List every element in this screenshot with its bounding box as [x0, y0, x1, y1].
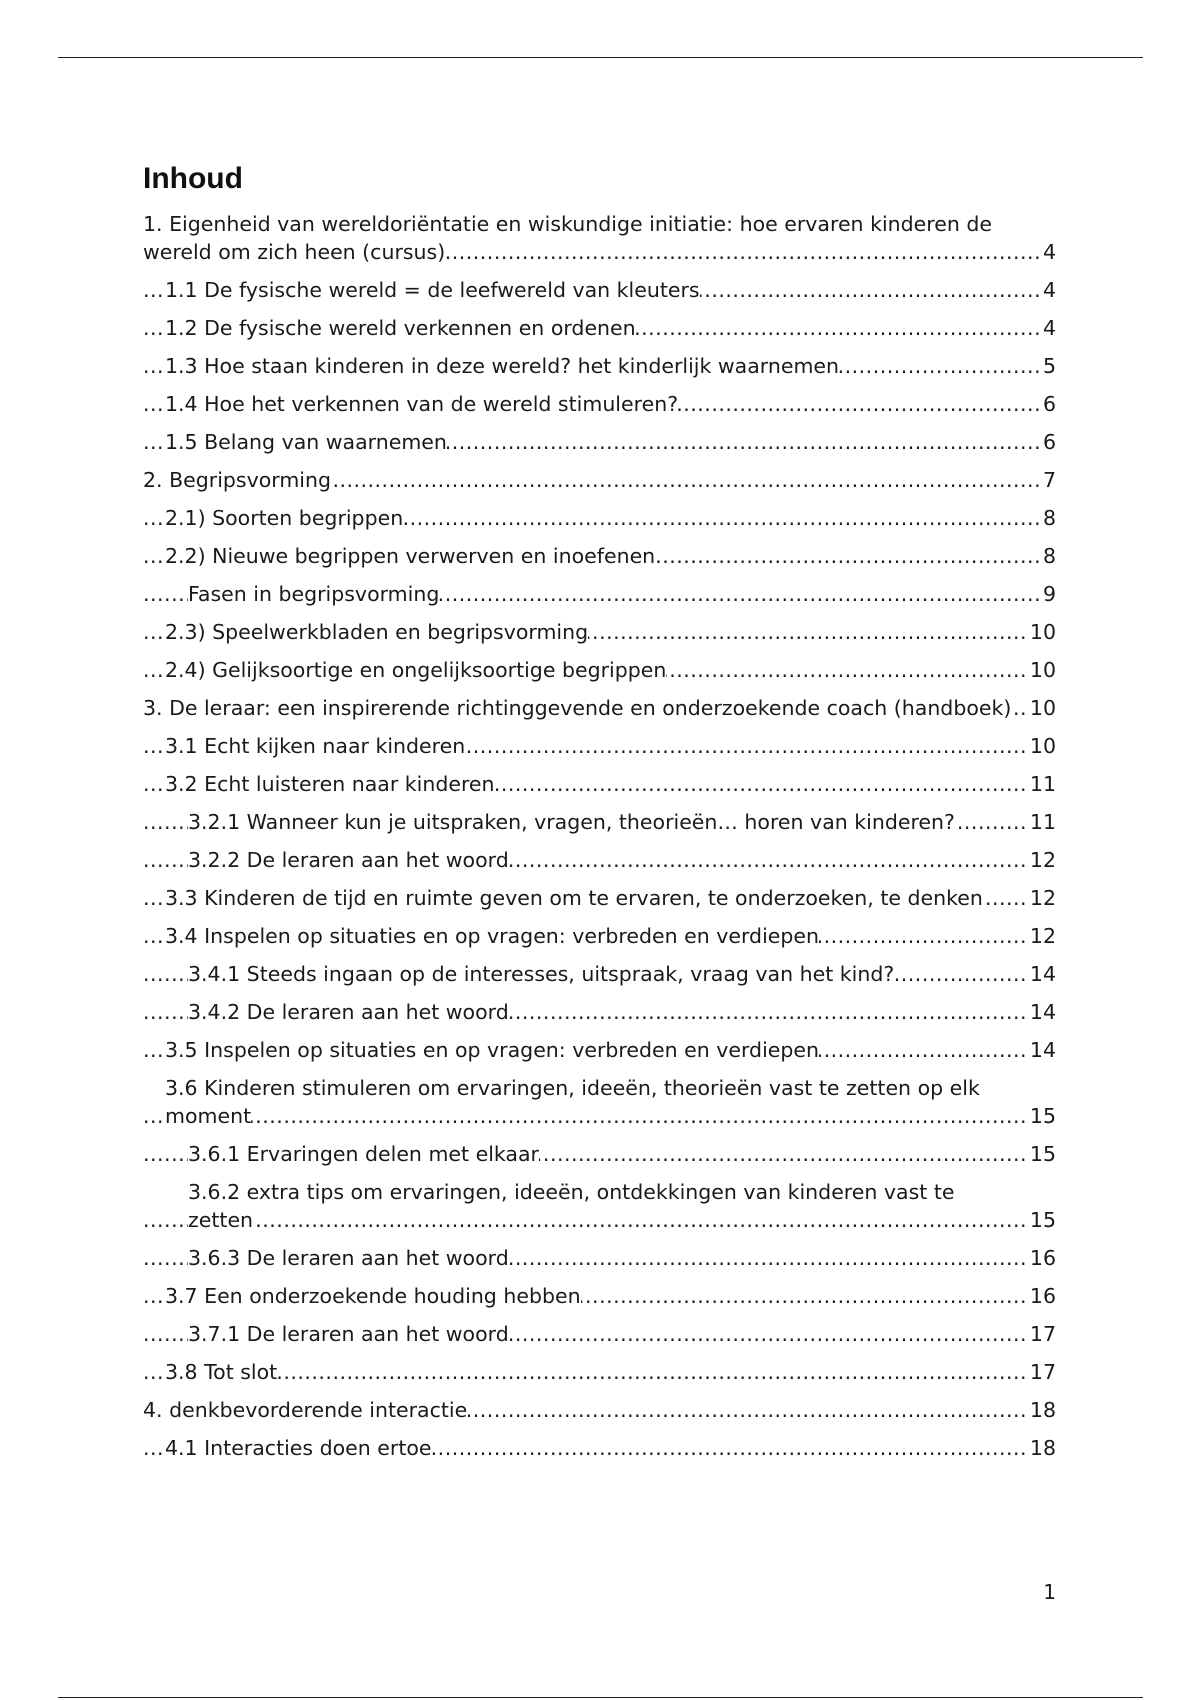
toc-entry-text: 3.8 Tot slot	[165, 1360, 278, 1384]
toc-entry-text: 3.6.1 Ervaringen delen met elkaar	[188, 1142, 539, 1166]
toc-entry-page-number: 14	[1029, 1000, 1056, 1024]
toc-entry[interactable]	[143, 1074, 1056, 1130]
toc-entry-page-number: 17	[1029, 1360, 1056, 1384]
toc-entry-text: 3.1 Echt kijken naar kinderen	[165, 734, 466, 758]
toc-entry-page-number: 12	[1029, 886, 1056, 910]
toc-entry[interactable]	[143, 1244, 1056, 1272]
toc-entry[interactable]	[143, 1396, 1056, 1424]
toc-entry-text: 1.4 Hoe het verkennen van de wereld stimuleren?	[165, 392, 679, 416]
toc-entry-text: 3.4 Inspelen op situaties en op vragen: verbreden en verdiepen	[165, 924, 819, 948]
toc-entry-page-number: 9	[1042, 582, 1056, 606]
toc-entry-text: 1.2 De fysische wereld verkennen en ordenen	[165, 316, 636, 340]
toc-entry-page-number: 16	[1029, 1246, 1056, 1270]
toc-entry-page-number: 4	[1042, 316, 1056, 340]
toc-entry-page-number: 6	[1042, 392, 1056, 416]
toc-entry-text: 3.7 Een onderzoekende houding hebben	[165, 1284, 581, 1308]
toc-entry-page-number: 4	[1042, 278, 1056, 302]
toc-entry-text: 3.5 Inspelen op situaties en op vragen: verbreden en verdiepen	[165, 1038, 819, 1062]
toc-entry-page-number: 12	[1029, 924, 1056, 948]
toc-entry-page-number: 10	[1029, 658, 1056, 682]
toc-entry-text: 2.1) Soorten begrippen	[165, 506, 404, 530]
toc-entry-text: 3.3 Kinderen de tijd en ruimte geven om te ervaren, te onderzoeken, te denken	[165, 886, 983, 910]
toc-entry[interactable]	[143, 618, 1056, 646]
toc-entry[interactable]	[143, 1320, 1056, 1348]
toc-entry[interactable]	[143, 998, 1056, 1026]
toc-entry[interactable]	[143, 466, 1056, 494]
toc-entry-page-number: 4	[1042, 240, 1056, 264]
toc-entry-text: 3.4.1 Steeds ingaan op de interesses, uitspraak, vraag van het kind?	[188, 962, 895, 986]
toc-entry-page-number: 18	[1029, 1436, 1056, 1460]
toc-entry[interactable]	[143, 314, 1056, 342]
toc-entry[interactable]	[143, 428, 1056, 456]
toc-entry-page-number: 15	[1029, 1104, 1056, 1128]
toc-entry[interactable]	[143, 276, 1056, 304]
toc-entry[interactable]	[143, 1434, 1056, 1462]
toc-entry[interactable]	[143, 694, 1056, 722]
toc-entry[interactable]	[143, 770, 1056, 798]
toc-entry[interactable]	[143, 656, 1056, 684]
toc-entry[interactable]	[143, 884, 1056, 912]
toc-entry-text: 1.5 Belang van waarnemen	[165, 430, 447, 454]
toc-entry-text: 2.2) Nieuwe begrippen verwerven en inoefenen	[165, 544, 656, 568]
header-rule	[58, 57, 1143, 58]
toc-entry[interactable]	[143, 1036, 1056, 1064]
toc-entry-page-number: 12	[1029, 848, 1056, 872]
toc-entry-text: 3.2.1 Wanneer kun je uitspraken, vragen, theorieën… horen van kinderen?	[188, 810, 955, 834]
toc-entry[interactable]	[143, 1282, 1056, 1310]
toc-entry-page-number: 7	[1042, 468, 1056, 492]
toc-entry[interactable]	[143, 846, 1056, 874]
toc-entry-page-number: 6	[1042, 430, 1056, 454]
toc-entry-page-number: 11	[1029, 772, 1056, 796]
toc-title: Inhoud	[143, 162, 243, 195]
toc-entry-text: 3. De leraar: een inspirerende richtinggevende en onderzoekende coach (handboek)	[143, 696, 1012, 720]
toc-entry-text: 2.4) Gelijksoortige en ongelijksoortige begrippen	[165, 658, 667, 682]
toc-entry-text: 1. Eigenheid van wereldoriëntatie en wiskundige initiatie: hoe ervaren kinderen de wereld om zich heen (cursus)	[143, 212, 992, 264]
toc-entry-text: 1.3 Hoe staan kinderen in deze wereld? het kinderlijk waarnemen	[165, 354, 840, 378]
toc-entry-text: 4. denkbevorderende interactie	[143, 1398, 468, 1422]
toc-entry-text: 3.6.3 De leraren aan het woord	[188, 1246, 509, 1270]
toc-entry[interactable]	[143, 1140, 1056, 1168]
toc-entry-page-number: 15	[1029, 1208, 1056, 1232]
toc-entry[interactable]	[143, 808, 1056, 836]
table-of-contents	[143, 162, 1056, 1472]
toc-entry[interactable]	[143, 390, 1056, 418]
toc-entry-text: 3.2.2 De leraren aan het woord	[188, 848, 509, 872]
toc-entry[interactable]	[143, 1178, 1056, 1234]
toc-entry-text: 3.6 Kinderen stimuleren om ervaringen, ideeën, theorieën vast te zetten op elk moment	[165, 1076, 980, 1128]
toc-entry-text: Fasen in begripsvorming	[188, 582, 440, 606]
toc-entry[interactable]	[143, 922, 1056, 950]
toc-entry[interactable]	[143, 732, 1056, 760]
toc-entry[interactable]	[143, 542, 1056, 570]
toc-entry-text: 2.3) Speelwerkbladen en begripsvorming	[165, 620, 589, 644]
footer-rule	[58, 1697, 1143, 1698]
toc-entry-text: 2. Begripsvorming	[143, 468, 331, 492]
toc-entry-text: 3.2 Echt luisteren naar kinderen	[165, 772, 495, 796]
toc-entry-page-number: 10	[1029, 734, 1056, 758]
toc-entry-page-number: 8	[1042, 544, 1056, 568]
toc-entry-page-number: 17	[1029, 1322, 1056, 1346]
toc-entry-page-number: 11	[1029, 810, 1056, 834]
toc-entry-page-number: 18	[1029, 1398, 1056, 1422]
toc-entry-text: 3.7.1 De leraren aan het woord	[188, 1322, 509, 1346]
toc-entry[interactable]	[143, 1358, 1056, 1386]
toc-entry[interactable]	[143, 580, 1056, 608]
toc-entry-page-number: 10	[1029, 620, 1056, 644]
toc-entry-text: 3.4.2 De leraren aan het woord	[188, 1000, 509, 1024]
toc-entries	[143, 210, 1056, 1462]
toc-entry-page-number: 10	[1029, 696, 1056, 720]
toc-entry-text: 1.1 De fysische wereld = de leefwereld van kleuters	[165, 278, 700, 302]
toc-entry-text: 3.6.2 extra tips om ervaringen, ideeën, ontdekkingen van kinderen vast te zetten	[188, 1180, 955, 1232]
toc-entry-page-number: 14	[1029, 1038, 1056, 1062]
toc-entry[interactable]	[143, 960, 1056, 988]
toc-entry[interactable]	[143, 210, 1056, 266]
toc-entry[interactable]	[143, 504, 1056, 532]
toc-entry-page-number: 16	[1029, 1284, 1056, 1308]
toc-entry-page-number: 14	[1029, 962, 1056, 986]
toc-entry-text: 4.1 Interacties doen ertoe	[165, 1436, 432, 1460]
toc-entry-page-number: 15	[1029, 1142, 1056, 1166]
toc-entry[interactable]	[143, 352, 1056, 380]
toc-entry-page-number: 5	[1042, 354, 1056, 378]
toc-entry-page-number: 8	[1042, 506, 1056, 530]
page-number: 1	[1043, 1580, 1056, 1604]
